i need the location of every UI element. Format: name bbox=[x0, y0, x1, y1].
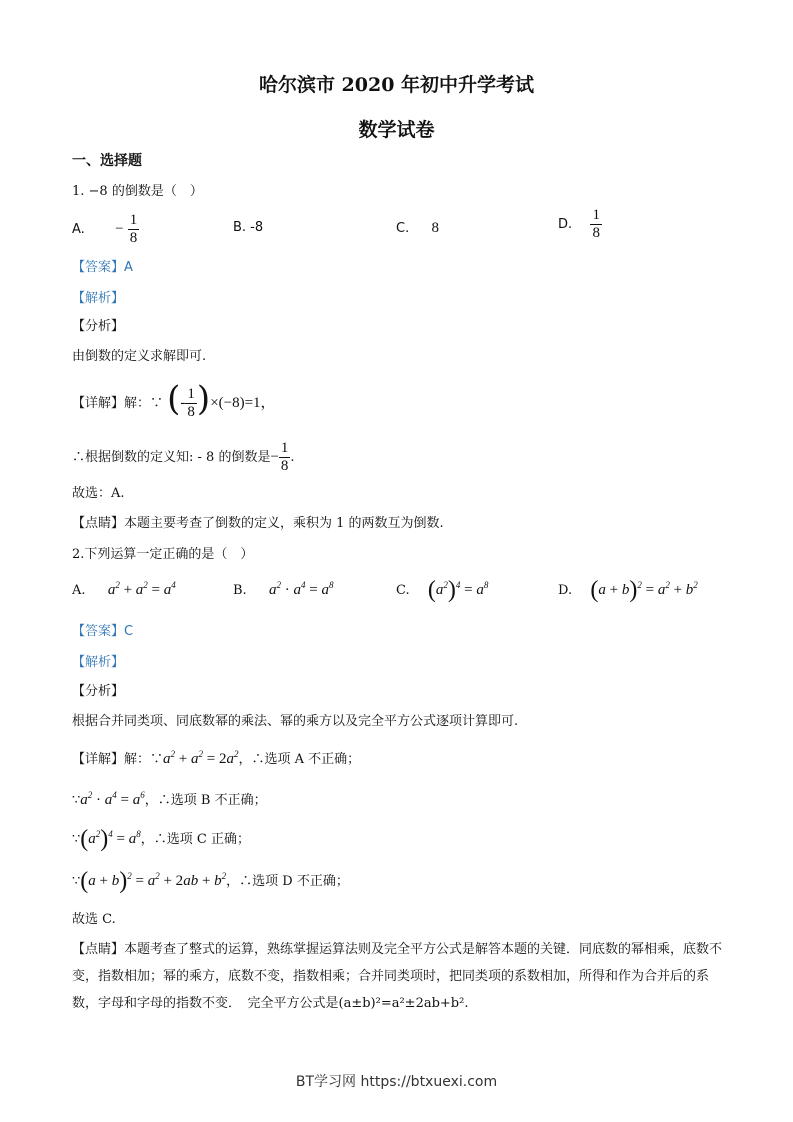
q1-detail: 【详解】解：∵ (- $\frac{1}{8}$ )×(−8)=1， bbox=[72, 379, 276, 420]
q2-analysis-label: 【解析】 bbox=[72, 655, 125, 670]
q1-option-c: C. 8 bbox=[396, 220, 439, 236]
q2-answer: 【答案】C bbox=[72, 624, 134, 639]
q2-detail-2: $\because a^2 \cdot a^4 = a^6$，∴选项 B 不正确； bbox=[72, 790, 267, 808]
q2-option-c: C. $(a^2)^4 = a^8$ bbox=[396, 577, 489, 603]
q1-dianjing: 【点睛】本题主要考查了倒数的定义，乘积为 1 的两数互为倒数. bbox=[72, 516, 444, 531]
q2-detail-4: ∵(a + $b)^2 = a^2 + 2ab + b^2$，∴选项 D 不正确； bbox=[72, 868, 349, 894]
q2-option-d: D. $(a + b)^2 = a^2 + b^2$ bbox=[558, 577, 698, 603]
q2-option-a: A. $a^2 + a^2 = a^4$ bbox=[72, 580, 176, 598]
q1-fenxi-label: 【分析】 bbox=[72, 319, 125, 334]
question-1-stem: 1. −8 的倒数是（ ） bbox=[72, 184, 203, 199]
q1-option-d: D. $\frac{1}{8}$ bbox=[558, 207, 600, 241]
q2-fenxi-text: 根据合并同类项、同底数幂的乘法、幂的乘方以及完全平方公式逐项计算即可. bbox=[72, 714, 519, 729]
question-2-stem: 2.下列运算一定正确的是（ ） bbox=[72, 547, 254, 562]
section-heading: 一、选择题 bbox=[72, 153, 142, 169]
q2-choose: 故选 C. bbox=[72, 912, 116, 927]
q2-dianjing: 【点睛】本题考查了整式的运算，熟练掌握运算法则及完全平方公式是解答本题的关键．同底数的幂相乘，底数不变，指数相加；幂的乘方，底数不变，指数相乘；合并同类项时，把同类项的系数相加，所得和作为合并后的系数，字母和字母的指数不变． 完全平方公式是(a±b)²=a²±2ab+b². bbox=[72, 942, 723, 1011]
page-subtitle: 数学试卷 bbox=[358, 119, 435, 141]
q1-conclusion: ∴根据倒数的定义知: - 8 的倒数是− $\frac{1}{8}$ . bbox=[72, 440, 295, 474]
q2-option-b: B. $a^2 \cdot a^4 = a^8$ bbox=[233, 580, 334, 598]
page-footer: BT学习网 https://btxuexi.com bbox=[295, 1074, 498, 1090]
q1-analysis-label: 【解析】 bbox=[72, 291, 125, 306]
q2-fenxi-label: 【分析】 bbox=[72, 684, 125, 699]
q1-choose: 故选：A. bbox=[72, 486, 125, 501]
q2-detail-1: 【详解】解：$\because a^2 + a^2 = 2a^2$，∴选项 A 不正确； bbox=[72, 749, 361, 767]
q1-option-b: B. -8 bbox=[233, 220, 264, 235]
q2-detail-3: $\because(a^2)^4 = a^8$，∴选项 C 正确； bbox=[72, 826, 250, 852]
q1-option-a: A. − $\frac{1}{8}$ bbox=[72, 212, 138, 246]
page-title: 哈尔滨市 2020 年初中升学考试 bbox=[258, 74, 535, 96]
q1-fenxi-text: 由倒数的定义求解即可. bbox=[72, 349, 207, 364]
q1-answer: 【答案】A bbox=[72, 260, 133, 275]
